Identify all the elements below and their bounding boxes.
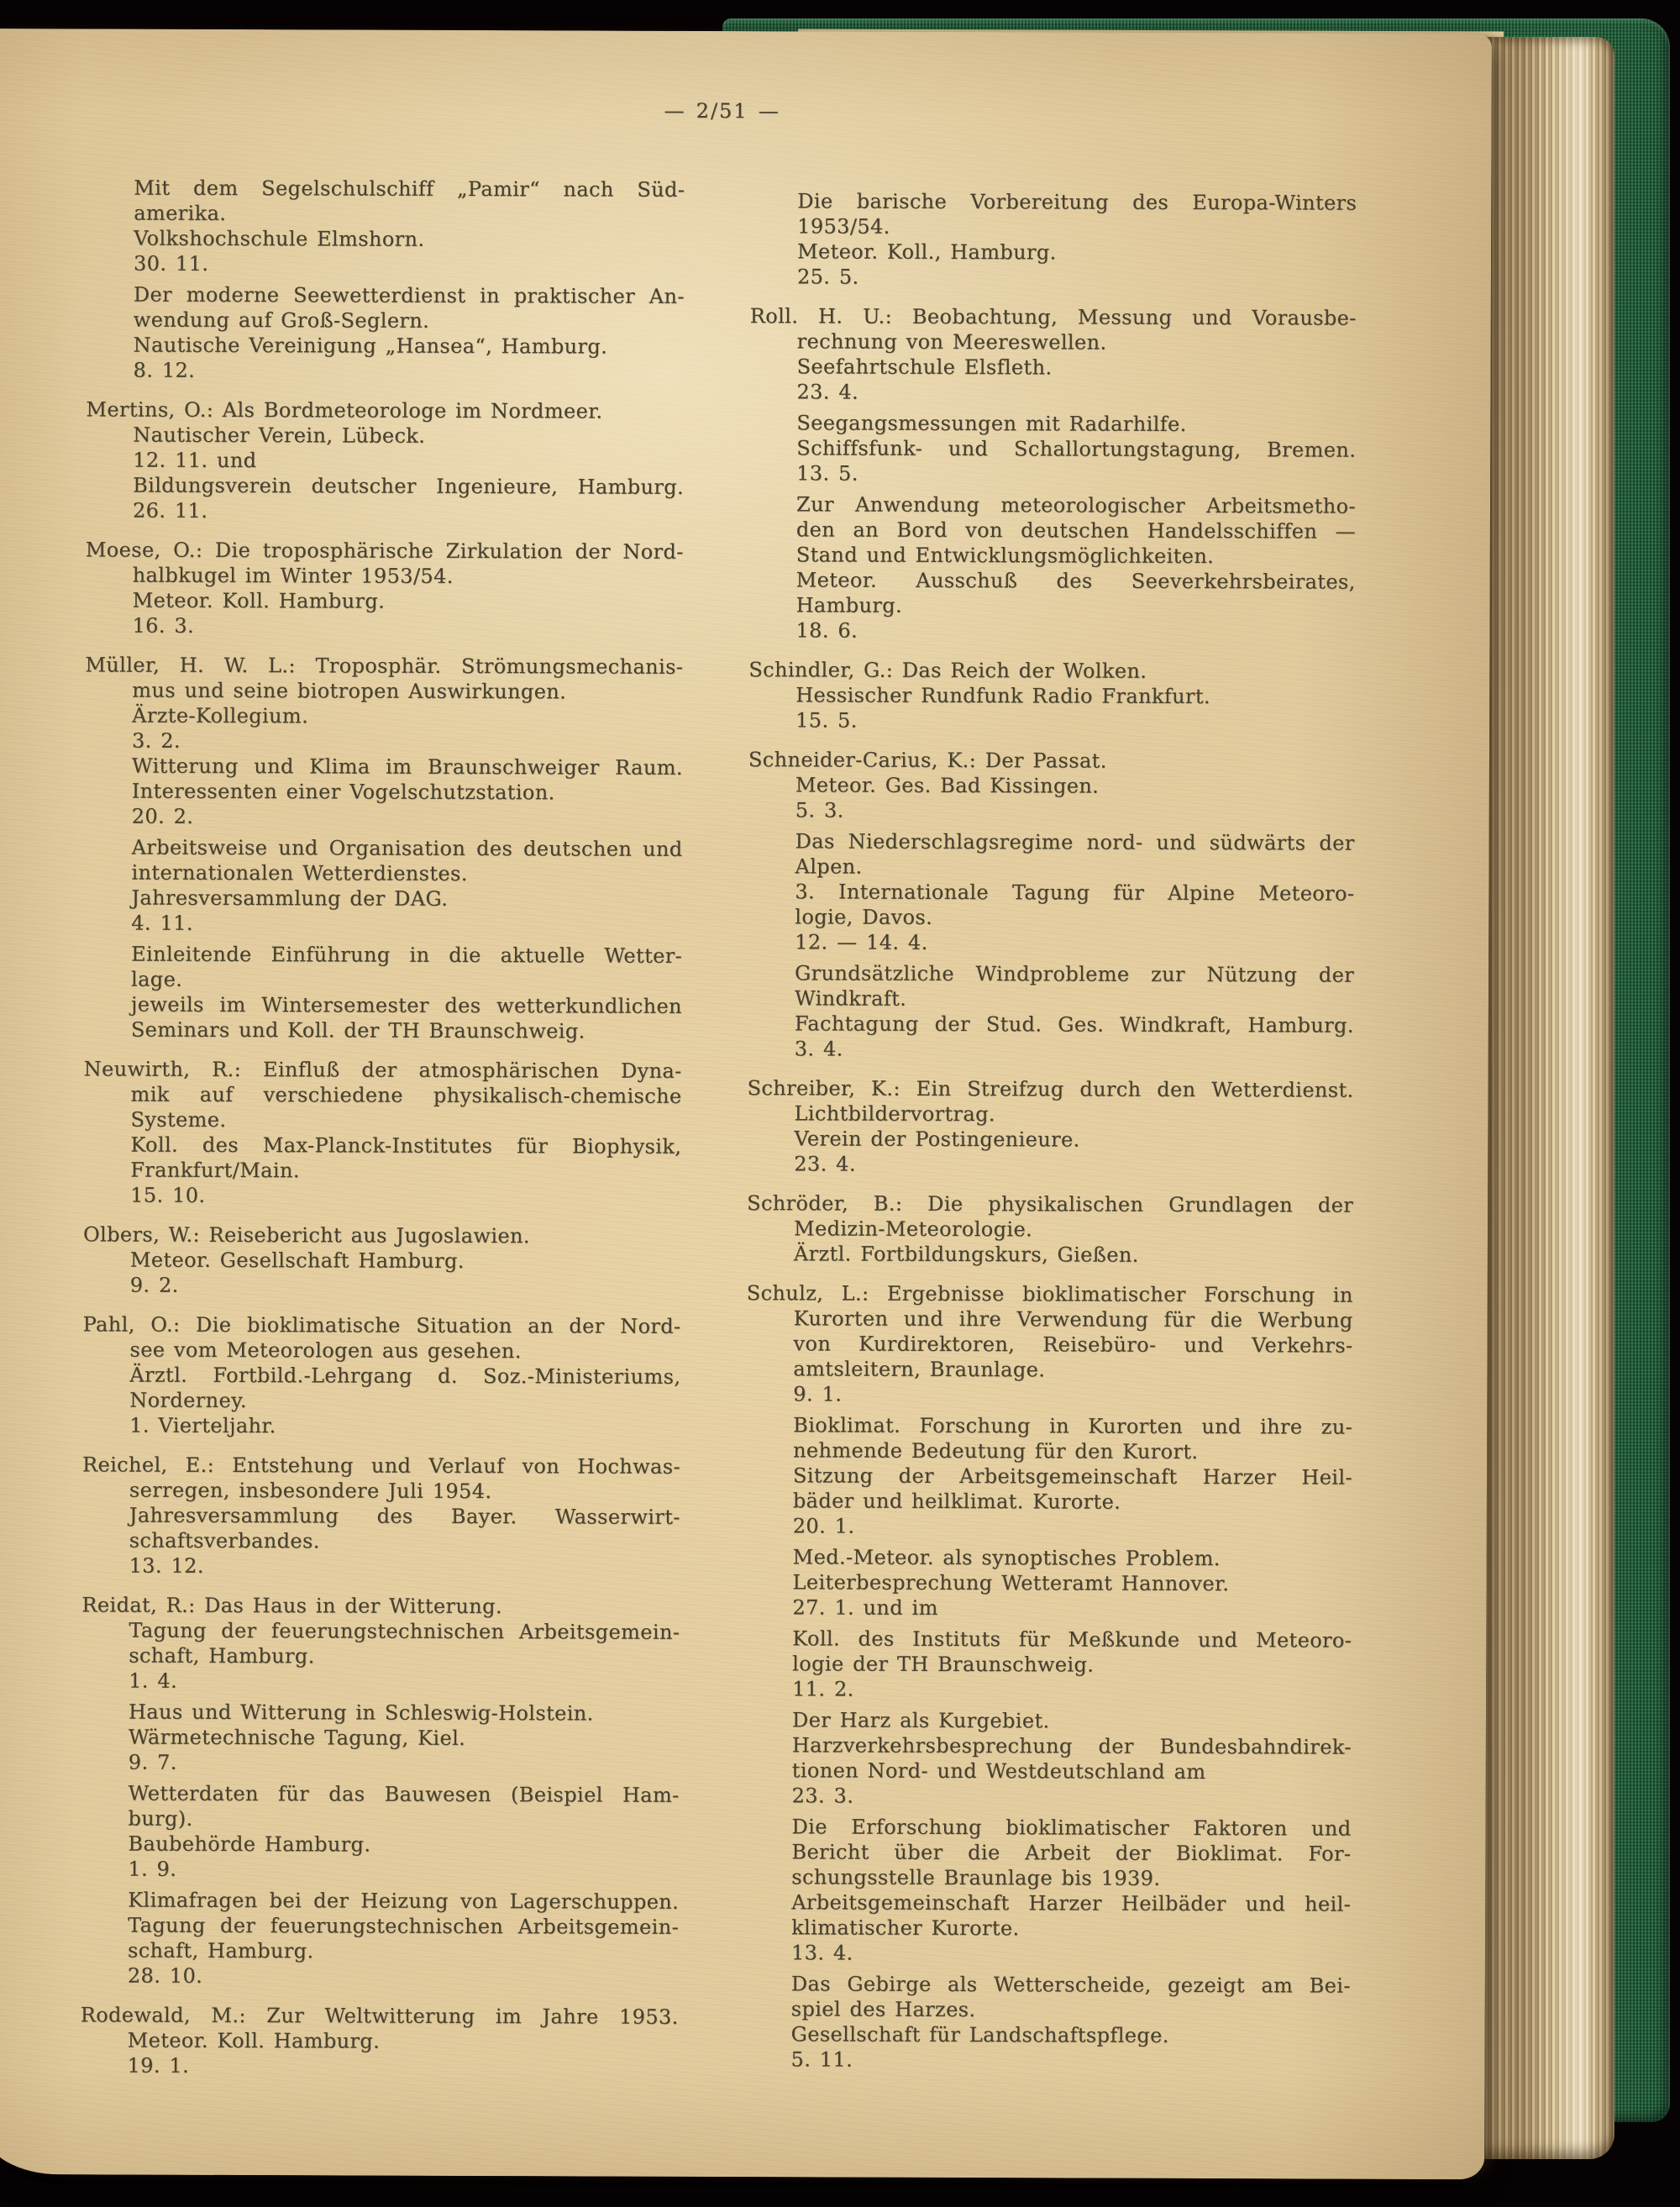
text-line: 3. Internationale Tagung für Alpine Meteoro- bbox=[795, 880, 1355, 906]
text-line: Med.-Meteor. als synoptisches Problem. bbox=[792, 1545, 1221, 1571]
text-line: Das Niederschlagsregime nord- und südwärts der bbox=[795, 829, 1355, 855]
text-line: Ärztl. Fortbild.-Lehrgang d. Soz.-Ministeriums, bbox=[129, 1363, 681, 1389]
bibliography-entry bbox=[83, 1222, 681, 1299]
text-line: Tagung der feuerungstechnischen Arbeitsgemein- bbox=[129, 1618, 680, 1644]
bibliography-entry bbox=[748, 303, 1356, 645]
text-line: 23. 3. bbox=[791, 1784, 854, 1808]
text-line: Seefahrtschule Elsfleth. bbox=[796, 355, 1053, 380]
text-line: Verein der Postingenieure. bbox=[794, 1127, 1080, 1152]
text-line: 13. 5. bbox=[796, 461, 858, 486]
text-line: 5. 11. bbox=[790, 2047, 853, 2072]
text-line: Pahl, O.: Die bioklimatische Situation an der Nord- bbox=[82, 1312, 681, 1338]
text-line: klimatischer Kurorte. bbox=[791, 1915, 1020, 1941]
text-line: 9. 7. bbox=[128, 1750, 177, 1774]
text-line: Harzverkehrsbesprechung der Bundesbahndirek- bbox=[791, 1733, 1352, 1759]
text-line: Lichtbildervortrag. bbox=[794, 1101, 995, 1127]
text-line: Koll. des Max-Planck-Institutes für Biophysik, bbox=[130, 1132, 682, 1159]
text-line: Müller, H. W. L.: Troposphär. Strömungsmechanis- bbox=[85, 653, 684, 679]
bibliography-entry bbox=[80, 2002, 678, 2079]
text-line: wendung auf Groß-Seglern. bbox=[133, 307, 430, 333]
text-line: Norderney. bbox=[129, 1388, 247, 1413]
text-line: tionen Nord- und Westdeutschland am bbox=[791, 1758, 1206, 1784]
text-line: Nautischer Verein, Lübeck. bbox=[133, 423, 426, 448]
text-line: 12. — 14. 4. bbox=[795, 930, 928, 954]
text-line: schungsstelle Braunlage bis 1939. bbox=[791, 1865, 1161, 1890]
text-line: Neuwirth, R.: Einfluß der atmosphärischen Dyna- bbox=[83, 1057, 682, 1083]
text-line: Leiterbesprechung Wetteramt Hannover. bbox=[792, 1570, 1230, 1596]
text-line: 23. 4. bbox=[794, 1152, 856, 1176]
text-line: Schulz, L.: Ergebnisse bioklimatischer Forschung in bbox=[746, 1281, 1353, 1307]
text-line: Arbeitsweise und Organisation des deutschen und bbox=[131, 835, 683, 861]
page-content bbox=[80, 96, 1357, 2082]
text-line: Die Erforschung bioklimatischer Faktoren und bbox=[791, 1815, 1352, 1841]
text-line: Bioklimat. Forschung in Kurorten und ihre zu- bbox=[793, 1413, 1353, 1439]
text-line: Roll. H. U.: Beobachtung, Messung und Vorausbe- bbox=[749, 304, 1357, 330]
text-line: Wetterdaten für das Bauwesen (Beispiel Ham- bbox=[128, 1781, 680, 1807]
text-line: bäder und heilklimat. Kurorte. bbox=[792, 1489, 1121, 1514]
text-line: 8. 12. bbox=[133, 358, 196, 382]
text-line: 16. 3. bbox=[132, 613, 195, 638]
text-line: mus und seine biotropen Auswirkungen. bbox=[132, 678, 567, 704]
text-line: Windkraft. bbox=[794, 986, 907, 1011]
text-line: 4. 11. bbox=[131, 911, 193, 935]
text-line: nehmende Bedeutung für den Kurort. bbox=[793, 1438, 1199, 1464]
text-line: Sitzung der Arbeitsgemeinschaft Harzer Heil- bbox=[792, 1463, 1353, 1490]
column-left bbox=[80, 175, 685, 2079]
text-line: 13. 12. bbox=[129, 1553, 204, 1578]
bibliography-entry bbox=[86, 397, 685, 524]
text-line: Meteor. Ausschuß des Seeverkehrsbeirates, bbox=[795, 568, 1356, 594]
bibliography-entry bbox=[87, 175, 685, 384]
text-line: Medizin-Meteorologie. bbox=[793, 1216, 1033, 1242]
text-line: 1. Vierteljahr. bbox=[129, 1413, 276, 1438]
text-line: Der moderne Seewetterdienst in praktischer An- bbox=[133, 282, 685, 308]
text-line: Jahresversammlung der DAG. bbox=[131, 885, 449, 911]
text-line: lage. bbox=[131, 967, 183, 991]
text-line: 18. 6. bbox=[795, 618, 858, 643]
text-line: Hamburg. bbox=[795, 593, 903, 617]
text-line: Fachtagung der Stud. Ges. Windkraft, Hamburg. bbox=[794, 1012, 1354, 1038]
bibliography-entry bbox=[82, 1452, 681, 1579]
text-line: Meteor. Koll., Hamburg. bbox=[797, 239, 1057, 265]
text-line: Haus und Witterung in Schleswig-Holstein. bbox=[128, 1700, 594, 1726]
text-line: 15. 5. bbox=[795, 708, 858, 733]
bibliography-entry bbox=[747, 1190, 1353, 1269]
text-line: Olbers, W.: Reisebericht aus Jugoslawien. bbox=[82, 1222, 530, 1248]
text-line: 1. 9. bbox=[128, 1857, 177, 1881]
text-line: Der Harz als Kurgebiet. bbox=[791, 1708, 1050, 1733]
text-line: Mertins, O.: Als Bordmeteorologe im Nordmeer. bbox=[86, 397, 603, 423]
text-line: 20. 1. bbox=[792, 1514, 855, 1538]
text-line: Meteor. Ges. Bad Kissingen. bbox=[795, 773, 1100, 798]
text-line: logie, Davos. bbox=[795, 905, 933, 929]
column-right bbox=[744, 177, 1357, 2074]
bibliography-entry bbox=[748, 657, 1355, 735]
scanned-page bbox=[0, 29, 1492, 2179]
text-line: 26. 11. bbox=[132, 498, 208, 523]
text-line: Die barische Vorbereitung des Europa-Winters bbox=[797, 189, 1357, 215]
text-line: 12. 11. und bbox=[133, 448, 257, 473]
text-line: 23. 4. bbox=[796, 380, 859, 404]
text-line: 25. 5. bbox=[796, 265, 859, 289]
bibliography-entry bbox=[83, 1056, 682, 1209]
text-line: Tagung der feuerungstechnischen Arbeitsgemein- bbox=[128, 1913, 680, 1939]
text-line: Nautische Vereinigung „Hansea“, Hamburg. bbox=[133, 333, 608, 359]
text-line: 3. 2. bbox=[131, 728, 181, 753]
text-line: Hessischer Rundfunk Radio Frankfurt. bbox=[795, 683, 1211, 709]
bibliography-entry bbox=[747, 1075, 1353, 1179]
text-line: 28. 10. bbox=[127, 1963, 203, 1988]
text-line: Witterung und Klima im Braunschweiger Raum. bbox=[131, 754, 683, 780]
text-line: Interessenten einer Vogelschutzstation. bbox=[131, 779, 555, 805]
text-line: Meteor. Koll. Hamburg. bbox=[132, 588, 386, 613]
text-line: 30. 11. bbox=[133, 251, 209, 276]
text-line: Arbeitsgemeinschaft Harzer Heilbäder und heil- bbox=[791, 1890, 1352, 1916]
text-line: Meteor. Koll. Hamburg. bbox=[127, 2028, 381, 2053]
text-line: 15. 10. bbox=[130, 1183, 206, 1207]
text-line: 20. 2. bbox=[131, 804, 194, 828]
text-line: Bildungsverein deutscher Ingenieure, Hamburg. bbox=[133, 473, 685, 499]
text-line: 1953/54. bbox=[797, 214, 890, 239]
text-line: 3. 4. bbox=[794, 1037, 843, 1061]
text-line: Gesellschaft für Landschaftspflege. bbox=[790, 2022, 1169, 2047]
text-line: 5. 3. bbox=[795, 798, 844, 822]
text-line: Klimafragen bei der Heizung von Lagerschuppen. bbox=[128, 1888, 680, 1914]
text-line: Schiffsfunk- und Schallortungstagung, Bremen. bbox=[796, 436, 1357, 462]
text-line: Schröder, B.: Die physikalischen Grundlagen der bbox=[747, 1191, 1354, 1217]
text-line: Moese, O.: Die troposphärische Zirkulation der Nord- bbox=[85, 538, 684, 564]
text-line: schaftsverbandes. bbox=[129, 1528, 320, 1553]
text-line: Stand und Entwicklungsmöglichkeiten. bbox=[795, 543, 1215, 569]
text-line: Reichel, E.: Entstehung und Verlauf von Hochwas- bbox=[81, 1453, 681, 1479]
text-line: Mit dem Segelschulschiff „Pamir“ nach Süd- bbox=[134, 176, 685, 202]
text-line: Ärztl. Fortbildungskurs, Gießen. bbox=[793, 1242, 1139, 1267]
text-line: see vom Meteorologen aus gesehen. bbox=[129, 1337, 522, 1364]
text-line: 27. 1. und im bbox=[792, 1595, 938, 1620]
text-line: Alpen. bbox=[795, 854, 863, 879]
text-line: Kurorten und ihre Verwendung für die Werbung bbox=[793, 1306, 1353, 1332]
text-line: Ärzte-Kollegium. bbox=[132, 703, 309, 728]
text-line: mik auf verschiedene physikalisch-chemische bbox=[130, 1082, 682, 1108]
text-line: Bericht über die Arbeit der Bioklimat. For- bbox=[791, 1840, 1352, 1866]
bibliography-entry bbox=[748, 747, 1355, 1064]
text-line: Seegangsmessungen mit Radarhilfe. bbox=[796, 411, 1187, 436]
text-line: Reidat, R.: Das Haus in der Witterung. bbox=[81, 1593, 502, 1619]
text-line: den an Bord von deutschen Handelsschiffen — bbox=[795, 518, 1356, 544]
text-line: 1. 4. bbox=[129, 1668, 178, 1693]
text-line: Koll. des Instituts für Meßkunde und Meteoro- bbox=[792, 1626, 1352, 1653]
text-line: Zur Anwendung meteorologischer Arbeitsmetho- bbox=[795, 492, 1357, 518]
text-line: Seminars und Koll. der TH Braunschweig. bbox=[130, 1017, 585, 1043]
text-line: Meteor. Gesellschaft Hamburg. bbox=[129, 1248, 465, 1273]
text-line: schaft, Hamburg. bbox=[127, 1938, 314, 1963]
page-number: — 2/51 — bbox=[664, 98, 780, 123]
text-columns bbox=[80, 175, 1357, 2082]
text-line: amtsleitern, Braunlage. bbox=[793, 1357, 1046, 1382]
text-line: amerika. bbox=[134, 201, 227, 225]
text-line: logie der TH Braunschweig. bbox=[792, 1652, 1095, 1677]
text-line: Baubehörde Hamburg. bbox=[128, 1831, 371, 1857]
text-line: internationalen Wetterdienstes. bbox=[131, 860, 468, 885]
bibliography-entry bbox=[744, 1280, 1353, 2074]
text-line: 19. 1. bbox=[127, 2053, 190, 2078]
text-line: halbkugel im Winter 1953/54. bbox=[132, 563, 454, 588]
text-line: 13. 4. bbox=[790, 1941, 853, 1965]
text-line: Grundsätzliche Windprobleme zur Nützung der bbox=[795, 961, 1355, 987]
text-line: serregen, insbesondere Juli 1954. bbox=[129, 1478, 492, 1504]
bibliography-entry bbox=[750, 188, 1357, 292]
text-line: Jahresversammlung des Bayer. Wasserwirt- bbox=[129, 1503, 680, 1529]
text-line: Das Gebirge als Wetterscheide, gezeigt am Bei- bbox=[790, 1972, 1351, 1998]
text-line: rechnung von Meereswellen. bbox=[796, 329, 1107, 355]
text-line: Einleitende Einführung in die aktuelle Wetter- bbox=[131, 942, 683, 968]
bibliography-entry bbox=[82, 1311, 681, 1439]
text-line: Wärmetechnische Tagung, Kiel. bbox=[128, 1725, 466, 1750]
bibliography-entry bbox=[85, 537, 683, 639]
text-line: Frankfurt/Main. bbox=[130, 1158, 300, 1183]
text-line: Schreiber, K.: Ein Streifzug durch den Wetterdienst. bbox=[747, 1076, 1354, 1102]
text-line: jeweils im Wintersemester des wetterkundlichen bbox=[130, 992, 682, 1018]
text-line: Systeme. bbox=[130, 1107, 227, 1132]
text-line: von Kurdirektoren, Reisebüro- und Verkehrs- bbox=[793, 1332, 1353, 1358]
text-line: Volkshochschule Elmshorn. bbox=[134, 226, 425, 251]
text-line: 11. 2. bbox=[792, 1677, 854, 1701]
bibliography-entry bbox=[84, 652, 684, 1043]
text-line: 9. 1. bbox=[793, 1382, 843, 1406]
text-line: 9. 2. bbox=[129, 1273, 179, 1297]
text-line: Rodewald, M.: Zur Weltwitterung im Jahre 1953. bbox=[80, 2003, 679, 2029]
text-line: schaft, Hamburg. bbox=[129, 1643, 315, 1668]
bibliography-entry bbox=[81, 1592, 680, 1989]
text-line: Schneider-Carius, K.: Der Passat. bbox=[748, 748, 1107, 773]
text-line: burg). bbox=[128, 1806, 193, 1831]
text-line: Schindler, G.: Das Reich der Wolken. bbox=[748, 658, 1147, 683]
text-line: spiel des Harzes. bbox=[790, 1997, 976, 2022]
